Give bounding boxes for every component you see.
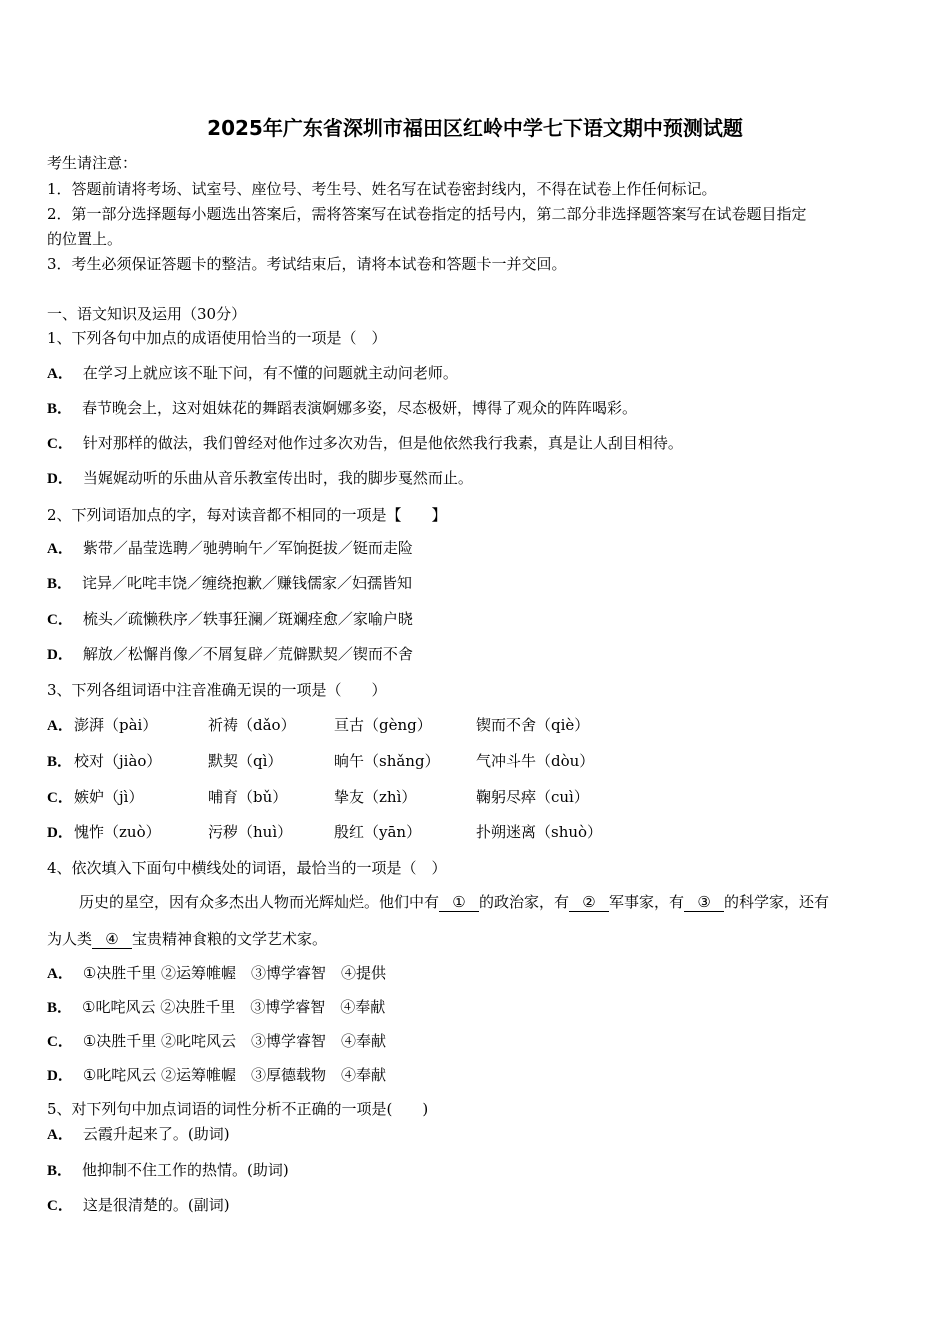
option — [47, 996, 385, 1017]
passage-text: 历史的星空，因有众多杰出人物而光辉灿烂。他们中有 — [79, 893, 440, 911]
option-label: B． — [47, 754, 73, 770]
option-text: 解放／松懈肖像／不屑复辟／荒僻默契／锲而不舍 — [82, 645, 413, 663]
option-label: B． — [47, 401, 73, 417]
option — [47, 643, 413, 664]
option — [47, 1123, 230, 1144]
option-cell: 校对（jiào） — [74, 752, 162, 770]
option-label: C． — [47, 1198, 73, 1214]
option-label: C． — [47, 790, 73, 806]
option-text: 春节晚会上，这对姐妹花的舞蹈表演婀娜多姿，尽态极妍，博得了观众的阵阵喝彩。 — [82, 399, 638, 417]
blank-2: ② — [569, 893, 609, 912]
option-cell: 嫉妒（jì） — [74, 788, 144, 806]
option-text: ①叱咤风云 ②决胜千里 ③博学睿智 ④奉献 — [82, 998, 386, 1016]
option-text: 诧异／叱咤丰饶／缠绕抱歉／赚钱儒家／妇孺皆知 — [82, 574, 413, 592]
option — [47, 362, 458, 383]
passage-text: 军事家，有 — [609, 893, 685, 911]
notice-item: 3．考生必须保证答题卡的整洁。考试结束后，请将本试卷和答题卡一并交回。 — [47, 255, 567, 273]
option-cell: 亘古（gèng） — [334, 716, 432, 734]
option — [47, 467, 473, 488]
option-text: 梳头／疏懒秩序／轶事狂澜／斑斓痊愈／家喻户晓 — [82, 610, 413, 628]
option — [47, 397, 637, 418]
option-text: 这是很清楚的。(副词) — [82, 1196, 230, 1214]
option — [47, 537, 413, 558]
option-cell: 污秽（huì） — [208, 823, 293, 841]
option — [47, 962, 386, 983]
notice-item: 2．第一部分选择题每小题选出答案后，需将答案写在试卷指定的括号内，第二部分非选择题答案写在试卷题目指定 — [47, 205, 807, 223]
option — [47, 1194, 230, 1215]
question-stem: 2、下列词语加点的字，每对读音都不相同的一项是【 】 — [47, 506, 447, 524]
notice-item: 的位置上。 — [47, 230, 123, 248]
option-cell: 锲而不舍（qiè） — [476, 716, 590, 734]
option-label: C． — [47, 1034, 73, 1050]
option-label: A． — [47, 718, 73, 734]
question-stem: 4、依次填入下面句中横线处的词语，最恰当的一项是（ ） — [47, 859, 447, 877]
option-text: 他抑制不住工作的热情。(助词) — [82, 1161, 289, 1179]
option-cell: 气冲斗牛（dòu） — [476, 752, 595, 770]
option-label: C． — [47, 436, 73, 452]
passage-line — [79, 891, 829, 912]
option-cell: 挚友（zhì） — [334, 788, 417, 806]
option-cell: 殷红（yān） — [334, 823, 422, 841]
notice-heading: 考生请注意： — [47, 154, 138, 172]
passage-text: 宝贵精神食粮的文学艺术家。 — [132, 930, 328, 948]
option-label: B． — [47, 576, 73, 592]
option-label: B． — [47, 1000, 73, 1016]
blank-1: ① — [439, 893, 479, 912]
option-label: A． — [47, 366, 73, 382]
option-cell: 晌午（shǎng） — [334, 752, 440, 770]
option-text: 紫带／晶莹选聘／驰骋晌午／军饷挺拔／铤而走险 — [82, 539, 413, 557]
passage-text: 为人类 — [47, 930, 93, 948]
option-cell: 扑朔迷离（shuò） — [476, 823, 603, 841]
option — [47, 572, 412, 593]
option-label: A． — [47, 966, 73, 982]
question-stem: 1、下列各句中加点的成语使用恰当的一项是（ ） — [47, 329, 387, 347]
option-label: B． — [47, 1163, 73, 1179]
option — [47, 1030, 386, 1051]
option-text: 针对那样的做法，我们曾经对他作过多次劝告，但是他依然我行我素，真是让人刮目相待。 — [82, 434, 683, 452]
passage-line — [47, 928, 327, 949]
section-heading: 一、语文知识及运用（30分） — [47, 305, 247, 323]
option-label: D． — [47, 825, 73, 841]
option-label: A． — [47, 1127, 73, 1143]
passage-text: 的科学家，还有 — [724, 893, 830, 911]
option-cell: 祈祷（dǎo） — [208, 716, 296, 734]
option-text: 当娓娓动听的乐曲从音乐教室传出时，我的脚步戛然而止。 — [82, 469, 473, 487]
blank-3: ③ — [684, 893, 724, 912]
option — [47, 1159, 289, 1180]
option-cell: 澎湃（pài） — [74, 716, 158, 734]
option — [47, 1064, 386, 1085]
option-label: A． — [47, 541, 73, 557]
option-label: C． — [47, 612, 73, 628]
option — [47, 432, 683, 453]
option-cell: 鞠躬尽瘁（cuì） — [476, 788, 589, 806]
question-stem: 5、对下列句中加点词语的词性分析不正确的一项是( ) — [47, 1100, 429, 1118]
option-cell: 愧怍（zuò） — [74, 823, 161, 841]
option-text: 云霞升起来了。(助词) — [82, 1125, 230, 1143]
option-label: D． — [47, 647, 73, 663]
question-stem: 3、下列各组词语中注音准确无误的一项是（ ） — [47, 681, 387, 699]
passage-text: 的政治家，有 — [479, 893, 570, 911]
option-label: D． — [47, 471, 73, 487]
option — [47, 608, 413, 629]
notice-item: 1．答题前请将考场、试室号、座位号、考生号、姓名写在试卷密封线内，不得在试卷上作任何标记。 — [47, 180, 717, 198]
option-cell: 哺育（bǔ） — [208, 788, 288, 806]
option-label: D． — [47, 1068, 73, 1084]
option-text: ①决胜千里 ②运筹帷幄 ③博学睿智 ④提供 — [82, 964, 387, 982]
option-text: ①决胜千里 ②叱咤风云 ③博学睿智 ④奉献 — [82, 1032, 387, 1050]
option-cell: 默契（qì） — [208, 752, 283, 770]
option-text: ①叱咤风云 ②运筹帷幄 ③厚德载物 ④奉献 — [82, 1066, 387, 1084]
blank-4: ④ — [92, 930, 132, 949]
option-text: 在学习上就应该不耻下问，有不懂的问题就主动问老师。 — [82, 364, 458, 382]
page-title: 2025年广东省深圳市福田区红岭中学七下语文期中预测试题 — [207, 116, 743, 140]
